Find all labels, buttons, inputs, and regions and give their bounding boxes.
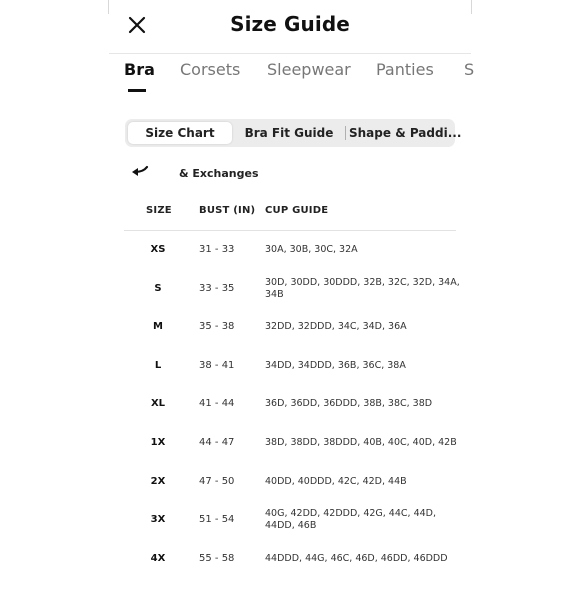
size-cell: M (153, 321, 163, 332)
page-title: Size Guide (230, 12, 350, 36)
header-bust: BUST (IN) (199, 205, 256, 216)
cup-cell: 30D, 30DD, 30DDD, 32B, 32C, 32D, 34A, 34B (265, 277, 460, 300)
size-cell: S (154, 283, 162, 294)
cup-cell: 36D, 36DD, 36DDD, 38B, 38C, 38D (265, 398, 433, 409)
cup-cell: 34DD, 34DDD, 36B, 36C, 38A (265, 360, 406, 371)
bust-cell: 44 - 47 (199, 437, 235, 448)
cup-cell: 38D, 38DD, 38DDD, 40B, 40C, 40D, 42B (265, 437, 457, 448)
phone-edge-right (471, 0, 472, 14)
size-cell: 4X (150, 553, 166, 564)
segment-shape-padding[interactable]: Shape & Paddi... (349, 126, 462, 140)
header-cup-guide: CUP GUIDE (265, 205, 329, 216)
size-cell: XL (150, 398, 166, 409)
table-row (109, 277, 471, 319)
cup-cell: 30A, 30B, 30C, 32A (265, 244, 358, 255)
tab-corsets[interactable]: Corsets (180, 60, 241, 79)
segmented-control (125, 119, 462, 147)
bust-cell: 47 - 50 (199, 476, 235, 487)
tab-more[interactable]: S (464, 60, 475, 79)
bust-cell: 31 - 33 (199, 244, 235, 255)
table-row (109, 359, 471, 397)
segment-size-chart[interactable]: Size Chart (128, 122, 232, 144)
size-guide-screen (109, 0, 475, 580)
table-row (109, 436, 471, 474)
size-cell: 3X (150, 514, 166, 525)
bust-cell: 35 - 38 (199, 321, 235, 332)
curved-arrow-icon (130, 163, 150, 183)
tab-bra[interactable]: Bra (124, 60, 155, 79)
table-row (109, 552, 471, 590)
cup-cell: 32DD, 32DDD, 34C, 34D, 36A (265, 321, 407, 332)
bust-cell: 38 - 41 (199, 360, 235, 371)
table-row (109, 508, 471, 551)
cup-cell: 40DD, 40DDD, 42C, 42D, 44B (265, 476, 407, 487)
cup-cell: 40G, 42DD, 42DDD, 42G, 44C, 44D, 44DD, 46B (265, 508, 436, 531)
segment-divider (345, 126, 346, 140)
table-header-divider (124, 230, 456, 231)
size-cell: 1X (150, 437, 166, 448)
size-cell: L (154, 360, 162, 371)
right-margin (470, 0, 580, 580)
left-margin (0, 0, 108, 580)
size-cell: XS (150, 244, 166, 255)
segment-bra-fit-guide[interactable]: Bra Fit Guide (244, 126, 334, 140)
bust-cell: 55 - 58 (199, 553, 235, 564)
table-row (109, 243, 471, 281)
table-row (109, 320, 471, 358)
size-cell: 2X (150, 476, 166, 487)
bust-cell: 51 - 54 (199, 514, 235, 525)
cup-cell: 44DDD, 44G, 46C, 46D, 46DD, 46DDD (265, 553, 448, 564)
returns-link-icon-button[interactable] (130, 163, 150, 183)
header-size: SIZE (146, 205, 172, 216)
exchanges-link[interactable]: & Exchanges (179, 167, 259, 180)
tab-sleepwear[interactable]: Sleepwear (267, 60, 351, 79)
table-row (109, 397, 471, 435)
tab-panties[interactable]: Panties (376, 60, 434, 79)
bust-cell: 41 - 44 (199, 398, 235, 409)
active-tab-indicator (128, 89, 146, 92)
bust-cell: 33 - 35 (199, 283, 235, 294)
header-divider (109, 53, 471, 54)
